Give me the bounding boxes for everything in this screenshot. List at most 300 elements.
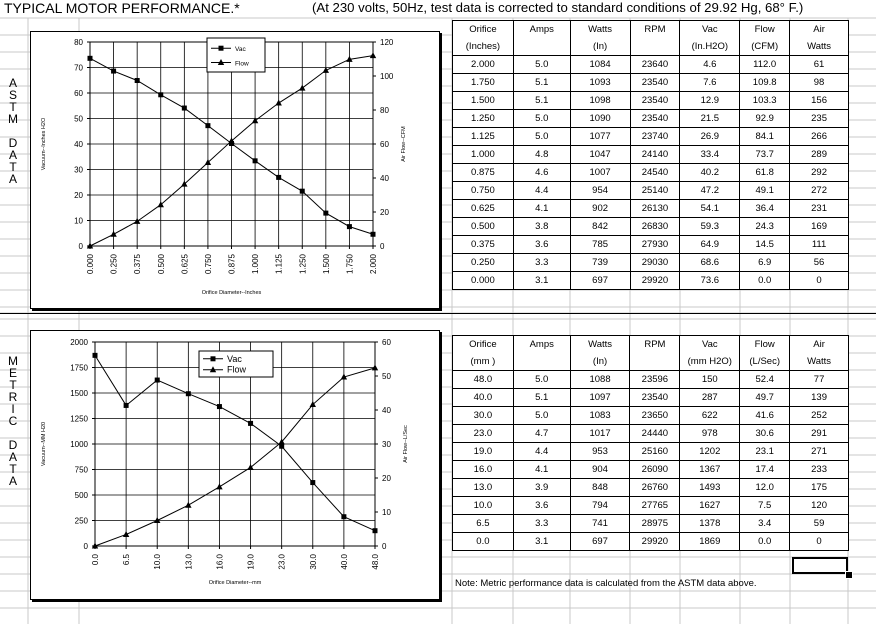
table-cell[interactable]: 27930 bbox=[630, 236, 680, 254]
table-cell[interactable]: 3.8 bbox=[513, 218, 570, 236]
table-cell[interactable]: 1.750 bbox=[453, 74, 514, 92]
x-tick-label: 1.500 bbox=[321, 254, 331, 275]
y2-tick-label: 40 bbox=[380, 174, 389, 183]
table-cell[interactable]: 7.5 bbox=[740, 497, 790, 515]
vac-point bbox=[88, 56, 93, 61]
selected-cell[interactable] bbox=[792, 557, 848, 574]
table-row bbox=[453, 389, 849, 407]
table-cell[interactable]: 56 bbox=[790, 254, 849, 272]
table-cell[interactable]: 0.625 bbox=[453, 200, 514, 218]
table-cell[interactable]: 4.7 bbox=[513, 425, 570, 443]
table-cell[interactable]: (In.H2O) bbox=[680, 38, 740, 56]
side-letter: A bbox=[8, 76, 17, 90]
table-cell[interactable]: 785 bbox=[570, 236, 630, 254]
side-letter: C bbox=[8, 414, 18, 428]
flow-point bbox=[299, 85, 305, 91]
table-cell[interactable]: 0.0 bbox=[453, 533, 514, 551]
page-title: TYPICAL MOTOR PERFORMANCE.* bbox=[4, 0, 240, 16]
table-cell[interactable]: 0 bbox=[790, 272, 849, 290]
x-tick-label: 40.0 bbox=[339, 554, 349, 570]
x-tick-label: 48.0 bbox=[371, 554, 380, 570]
table-cell[interactable]: 175 bbox=[790, 479, 849, 497]
table-cell[interactable]: 291 bbox=[790, 425, 849, 443]
table-row bbox=[453, 200, 849, 218]
table-cell[interactable]: 4.6 bbox=[680, 56, 740, 74]
table-cell[interactable]: 61 bbox=[790, 56, 849, 74]
table-row bbox=[453, 443, 849, 461]
table-cell[interactable]: 2.000 bbox=[453, 56, 514, 74]
table-row bbox=[453, 74, 849, 92]
table-cell[interactable]: 49.1 bbox=[740, 182, 790, 200]
table-cell[interactable]: 1077 bbox=[570, 128, 630, 146]
table-cell[interactable]: 52.4 bbox=[740, 371, 790, 389]
table-row bbox=[453, 479, 849, 497]
table-cell[interactable]: 111 bbox=[790, 236, 849, 254]
series-line-vac bbox=[95, 355, 375, 530]
table-cell[interactable]: 1088 bbox=[570, 371, 630, 389]
table-cell[interactable]: 109.8 bbox=[740, 74, 790, 92]
vac-point bbox=[341, 514, 346, 519]
vac-point bbox=[279, 444, 284, 449]
table-cell[interactable]: Orifice bbox=[453, 336, 514, 354]
x-tick-label: 1.750 bbox=[345, 254, 355, 275]
y-tick-label: 1000 bbox=[70, 440, 88, 449]
table-cell[interactable] bbox=[630, 353, 680, 371]
table-cell[interactable]: 5.1 bbox=[513, 92, 570, 110]
table-cell[interactable]: 978 bbox=[680, 425, 740, 443]
table-cell[interactable]: Orifice bbox=[453, 21, 514, 39]
table-cell[interactable]: 904 bbox=[570, 461, 630, 479]
table-cell[interactable]: 842 bbox=[570, 218, 630, 236]
flow-point bbox=[247, 464, 253, 470]
table-cell[interactable]: 0.875 bbox=[453, 164, 514, 182]
table-cell[interactable]: 289 bbox=[790, 146, 849, 164]
table-cell[interactable]: 5.1 bbox=[513, 389, 570, 407]
flow-point bbox=[228, 137, 234, 143]
vac-point bbox=[300, 189, 305, 194]
x-tick-label: 1.125 bbox=[274, 254, 284, 275]
astm-data-table bbox=[452, 20, 849, 290]
table-cell[interactable]: 0 bbox=[790, 533, 849, 551]
table-cell[interactable]: 5.0 bbox=[513, 407, 570, 425]
table-row bbox=[453, 272, 849, 290]
table-units-row bbox=[453, 353, 849, 371]
table-cell[interactable] bbox=[630, 38, 680, 56]
table-cell[interactable]: 1093 bbox=[570, 74, 630, 92]
test-conditions: (At 230 volts, 50Hz, test data is corrected to standard conditions of 29.92 Hg, 68° F.) bbox=[312, 0, 804, 15]
fill-handle[interactable] bbox=[845, 571, 853, 579]
table-cell[interactable]: 29920 bbox=[630, 533, 680, 551]
y2-axis-title: Air Flow--L/Sec bbox=[403, 425, 409, 463]
table-cell[interactable]: (L/Sec) bbox=[740, 353, 790, 371]
side-letter: A bbox=[8, 474, 17, 488]
table-cell[interactable]: 3.6 bbox=[513, 497, 570, 515]
x-tick-label: 0.000 bbox=[86, 254, 95, 275]
table-cell[interactable]: 1367 bbox=[680, 461, 740, 479]
table-cell[interactable]: 26130 bbox=[630, 200, 680, 218]
flow-point bbox=[110, 231, 116, 237]
x-tick-label: 1.250 bbox=[298, 254, 308, 275]
table-cell[interactable]: 24140 bbox=[630, 146, 680, 164]
legend-label: Vac bbox=[227, 353, 242, 364]
metric-data-table bbox=[452, 335, 849, 551]
table-cell[interactable]: 23540 bbox=[630, 110, 680, 128]
table-cell[interactable]: 103.3 bbox=[740, 92, 790, 110]
table-cell[interactable]: 27765 bbox=[630, 497, 680, 515]
y-tick-label: 1250 bbox=[70, 414, 88, 424]
x-tick-label: 0.0 bbox=[91, 554, 100, 566]
vac-point bbox=[373, 528, 378, 533]
side-letter: E bbox=[8, 366, 17, 380]
table-cell[interactable]: 59.3 bbox=[680, 218, 740, 236]
table-cell[interactable]: 4.8 bbox=[513, 146, 570, 164]
table-cell[interactable]: 4.4 bbox=[513, 443, 570, 461]
table-cell[interactable]: 4.4 bbox=[513, 182, 570, 200]
table-cell[interactable]: 739 bbox=[570, 254, 630, 272]
table-cell[interactable]: 120 bbox=[790, 497, 849, 515]
flow-point bbox=[185, 502, 191, 508]
table-cell[interactable]: 1627 bbox=[680, 497, 740, 515]
table-cell[interactable]: 0.375 bbox=[453, 236, 514, 254]
table-cell[interactable]: 64.9 bbox=[680, 236, 740, 254]
table-cell[interactable]: 59 bbox=[790, 515, 849, 533]
table-cell[interactable]: 5.0 bbox=[513, 110, 570, 128]
table-cell[interactable]: 19.0 bbox=[453, 443, 514, 461]
table-cell[interactable]: 29030 bbox=[630, 254, 680, 272]
table-cell[interactable]: 0.500 bbox=[453, 218, 514, 236]
table-cell[interactable]: 21.5 bbox=[680, 110, 740, 128]
vac-point bbox=[347, 224, 352, 229]
vac-point bbox=[182, 106, 187, 111]
table-cell[interactable]: 25140 bbox=[630, 182, 680, 200]
table-cell[interactable]: 7.6 bbox=[680, 74, 740, 92]
table-cell[interactable]: Amps bbox=[513, 21, 570, 39]
table-cell[interactable]: 0.0 bbox=[740, 533, 790, 551]
table-cell[interactable]: 150 bbox=[680, 371, 740, 389]
table-cell[interactable]: 26.9 bbox=[680, 128, 740, 146]
table-cell[interactable]: 17.4 bbox=[740, 461, 790, 479]
table-cell[interactable]: Watts bbox=[570, 21, 630, 39]
flow-point bbox=[154, 517, 160, 523]
table-cell[interactable]: 23596 bbox=[630, 371, 680, 389]
table-cell[interactable]: 54.1 bbox=[680, 200, 740, 218]
table-cell[interactable]: 1378 bbox=[680, 515, 740, 533]
table-row bbox=[453, 218, 849, 236]
table-cell[interactable]: 5.0 bbox=[513, 128, 570, 146]
y2-tick-label: 0 bbox=[382, 542, 387, 551]
table-cell[interactable]: 3.3 bbox=[513, 515, 570, 533]
table-cell[interactable]: 25160 bbox=[630, 443, 680, 461]
table-cell[interactable]: 41.6 bbox=[740, 407, 790, 425]
table-cell[interactable]: 14.5 bbox=[740, 236, 790, 254]
table-cell[interactable]: 33.4 bbox=[680, 146, 740, 164]
legend-marker-vac bbox=[219, 46, 224, 51]
table-cell[interactable]: 23540 bbox=[630, 389, 680, 407]
side-letter: D bbox=[8, 438, 18, 452]
table-cell[interactable]: 794 bbox=[570, 497, 630, 515]
table-cell[interactable]: (In) bbox=[570, 38, 630, 56]
table-cell[interactable]: 49.7 bbox=[740, 389, 790, 407]
table-row bbox=[453, 497, 849, 515]
table-cell[interactable]: Watts bbox=[790, 38, 849, 56]
table-cell[interactable]: 92.9 bbox=[740, 110, 790, 128]
table-cell[interactable]: 5.1 bbox=[513, 74, 570, 92]
table-cell[interactable]: 1.500 bbox=[453, 92, 514, 110]
table-cell[interactable]: (CFM) bbox=[740, 38, 790, 56]
vac-point bbox=[186, 391, 191, 396]
table-cell[interactable]: 1869 bbox=[680, 533, 740, 551]
table-cell[interactable]: 23540 bbox=[630, 74, 680, 92]
y2-tick-label: 30 bbox=[382, 440, 391, 449]
x-tick-label: 2.000 bbox=[369, 254, 378, 275]
x-tick-label: 0.875 bbox=[227, 254, 237, 275]
table-cell[interactable]: 1202 bbox=[680, 443, 740, 461]
table-cell[interactable]: 3.6 bbox=[513, 236, 570, 254]
flow-point bbox=[216, 483, 222, 489]
series-line-flow bbox=[95, 368, 375, 546]
y-tick-label: 70 bbox=[74, 63, 83, 73]
side-letter: A bbox=[8, 450, 17, 464]
table-cell[interactable]: 235 bbox=[790, 110, 849, 128]
table-cell[interactable]: 1047 bbox=[570, 146, 630, 164]
vac-point bbox=[276, 175, 281, 180]
table-cell[interactable]: 40.2 bbox=[680, 164, 740, 182]
y-tick-label: 250 bbox=[74, 516, 88, 526]
table-cell[interactable]: 29920 bbox=[630, 272, 680, 290]
side-letter: T bbox=[9, 462, 17, 476]
table-cell[interactable]: 48.0 bbox=[453, 371, 514, 389]
table-cell[interactable]: 697 bbox=[570, 533, 630, 551]
footnote: Note: Metric performance data is calculated from the ASTM data above. bbox=[455, 578, 757, 589]
legend-label: Flow bbox=[227, 364, 247, 375]
table-cell[interactable]: 24.3 bbox=[740, 218, 790, 236]
side-letter: T bbox=[9, 100, 17, 114]
table-cell[interactable]: 1084 bbox=[570, 56, 630, 74]
x-tick-label: 10.0 bbox=[153, 554, 163, 570]
table-cell[interactable]: Vac bbox=[680, 336, 740, 354]
x-tick-label: 30.0 bbox=[308, 554, 318, 570]
y2-tick-label: 40 bbox=[382, 406, 391, 415]
y-tick-label: 0 bbox=[78, 242, 83, 251]
side-letter: M bbox=[8, 112, 18, 126]
table-cell[interactable]: 5.0 bbox=[513, 56, 570, 74]
table-cell[interactable]: 139 bbox=[790, 389, 849, 407]
table-row bbox=[453, 461, 849, 479]
table-cell[interactable]: 26090 bbox=[630, 461, 680, 479]
table-cell[interactable]: 741 bbox=[570, 515, 630, 533]
table-cell[interactable]: 266 bbox=[790, 128, 849, 146]
x-tick-label: 6.5 bbox=[122, 554, 132, 566]
x-tick-label: 0.375 bbox=[133, 254, 143, 275]
table-cell[interactable]: Air bbox=[790, 336, 849, 354]
table-cell[interactable]: 12.0 bbox=[740, 479, 790, 497]
y-tick-label: 30 bbox=[74, 165, 83, 175]
table-cell[interactable]: 0.0 bbox=[740, 272, 790, 290]
table-cell[interactable]: (mm H2O) bbox=[680, 353, 740, 371]
table-cell[interactable]: 30.6 bbox=[740, 425, 790, 443]
side-letter: T bbox=[9, 160, 17, 174]
table-cell[interactable]: 272 bbox=[790, 182, 849, 200]
table-cell[interactable]: 848 bbox=[570, 479, 630, 497]
table-cell[interactable]: 1007 bbox=[570, 164, 630, 182]
table-cell[interactable]: 73.6 bbox=[680, 272, 740, 290]
table-cell[interactable]: 24440 bbox=[630, 425, 680, 443]
table-cell[interactable]: 23540 bbox=[630, 92, 680, 110]
table-cell[interactable]: 4.1 bbox=[513, 461, 570, 479]
table-cell[interactable]: (In) bbox=[570, 353, 630, 371]
y2-tick-label: 0 bbox=[380, 242, 385, 251]
vac-point bbox=[371, 232, 376, 237]
table-cell[interactable]: RPM bbox=[630, 336, 680, 354]
table-cell[interactable]: 3.1 bbox=[513, 272, 570, 290]
table-cell[interactable]: 1083 bbox=[570, 407, 630, 425]
y-tick-label: 1500 bbox=[70, 389, 88, 398]
table-cell[interactable]: 24540 bbox=[630, 164, 680, 182]
table-cell[interactable]: 953 bbox=[570, 443, 630, 461]
table-cell[interactable]: 73.7 bbox=[740, 146, 790, 164]
y2-tick-label: 10 bbox=[382, 508, 391, 517]
table-cell[interactable]: 40.0 bbox=[453, 389, 514, 407]
table-cell[interactable]: 3.3 bbox=[513, 254, 570, 272]
table-row bbox=[453, 254, 849, 272]
side-letter: A bbox=[8, 172, 17, 186]
vac-point bbox=[248, 421, 253, 426]
table-cell[interactable]: 26830 bbox=[630, 218, 680, 236]
table-row bbox=[453, 425, 849, 443]
y2-tick-label: 20 bbox=[382, 474, 391, 483]
table-cell[interactable]: 1090 bbox=[570, 110, 630, 128]
y-tick-label: 10 bbox=[74, 216, 83, 226]
table-cell[interactable]: 622 bbox=[680, 407, 740, 425]
vac-point bbox=[217, 404, 222, 409]
table-cell[interactable]: 30.0 bbox=[453, 407, 514, 425]
y-tick-label: 50 bbox=[74, 114, 83, 124]
table-cell[interactable]: 16.0 bbox=[453, 461, 514, 479]
table-cell[interactable]: 3.9 bbox=[513, 479, 570, 497]
x-tick-label: 1.000 bbox=[251, 254, 261, 275]
table-cell[interactable]: 0.000 bbox=[453, 272, 514, 290]
table-cell[interactable]: 4.6 bbox=[513, 164, 570, 182]
table-cell[interactable]: 23740 bbox=[630, 128, 680, 146]
vac-point bbox=[323, 211, 328, 216]
y-tick-label: 40 bbox=[74, 140, 83, 149]
table-cell[interactable]: 287 bbox=[680, 389, 740, 407]
vac-point bbox=[155, 378, 160, 383]
y-tick-label: 0 bbox=[83, 542, 88, 551]
vac-point bbox=[205, 123, 210, 128]
table-cell[interactable]: 271 bbox=[790, 443, 849, 461]
table-cell[interactable]: Watts bbox=[790, 353, 849, 371]
y-axis-title: Vacuum--Inches H2O bbox=[41, 117, 47, 171]
table-cell[interactable]: 112.0 bbox=[740, 56, 790, 74]
table-cell[interactable]: 5.0 bbox=[513, 371, 570, 389]
table-cell[interactable]: 98 bbox=[790, 74, 849, 92]
table-cell[interactable]: 6.9 bbox=[740, 254, 790, 272]
table-cell[interactable]: 3.4 bbox=[740, 515, 790, 533]
table-cell[interactable]: 1493 bbox=[680, 479, 740, 497]
table-cell[interactable]: 10.0 bbox=[453, 497, 514, 515]
table-cell[interactable]: 1017 bbox=[570, 425, 630, 443]
table-cell[interactable]: 292 bbox=[790, 164, 849, 182]
table-cell[interactable]: 0.750 bbox=[453, 182, 514, 200]
astm-side-label bbox=[6, 77, 20, 185]
y2-tick-label: 50 bbox=[382, 372, 391, 381]
side-letter: M bbox=[8, 354, 18, 368]
table-cell[interactable]: 697 bbox=[570, 272, 630, 290]
table-cell[interactable] bbox=[513, 38, 570, 56]
table-cell[interactable]: 84.1 bbox=[740, 128, 790, 146]
table-cell[interactable]: 23640 bbox=[630, 56, 680, 74]
table-cell[interactable]: 13.0 bbox=[453, 479, 514, 497]
table-cell[interactable]: 252 bbox=[790, 407, 849, 425]
y-tick-label: 60 bbox=[74, 89, 83, 98]
table-cell[interactable]: 23.0 bbox=[453, 425, 514, 443]
table-cell[interactable]: 1.000 bbox=[453, 146, 514, 164]
table-cell[interactable]: 1.250 bbox=[453, 110, 514, 128]
y-tick-label: 500 bbox=[74, 491, 88, 500]
table-cell[interactable]: 954 bbox=[570, 182, 630, 200]
table-cell[interactable]: 36.4 bbox=[740, 200, 790, 218]
x-axis-title: Orifice Diameter--Inches bbox=[201, 290, 262, 296]
table-cell[interactable]: 61.8 bbox=[740, 164, 790, 182]
x-axis-title: Orifice Diameter--mm bbox=[208, 580, 262, 586]
table-cell[interactable]: 23650 bbox=[630, 407, 680, 425]
y2-tick-label: 20 bbox=[380, 208, 389, 217]
table-cell[interactable]: Watts bbox=[570, 336, 630, 354]
table-cell[interactable]: 47.2 bbox=[680, 182, 740, 200]
x-tick-label: 0.750 bbox=[203, 254, 213, 275]
table-cell[interactable]: 233 bbox=[790, 461, 849, 479]
table-cell[interactable]: 902 bbox=[570, 200, 630, 218]
table-cell[interactable] bbox=[513, 353, 570, 371]
table-cell[interactable]: (mm ) bbox=[453, 353, 514, 371]
table-cell[interactable]: 231 bbox=[790, 200, 849, 218]
table-cell[interactable]: Flow bbox=[740, 336, 790, 354]
table-cell[interactable]: 23.1 bbox=[740, 443, 790, 461]
table-cell[interactable]: 1098 bbox=[570, 92, 630, 110]
table-cell[interactable]: 26760 bbox=[630, 479, 680, 497]
table-cell[interactable]: 4.1 bbox=[513, 200, 570, 218]
table-cell[interactable]: 3.1 bbox=[513, 533, 570, 551]
table-row bbox=[453, 407, 849, 425]
table-cell[interactable]: (Inches) bbox=[453, 38, 514, 56]
flow-point bbox=[275, 100, 281, 106]
table-cell[interactable]: 6.5 bbox=[453, 515, 514, 533]
table-cell[interactable]: 28975 bbox=[630, 515, 680, 533]
table-cell[interactable]: 0.250 bbox=[453, 254, 514, 272]
table-cell[interactable]: 1.125 bbox=[453, 128, 514, 146]
table-cell[interactable]: 12.9 bbox=[680, 92, 740, 110]
table-cell[interactable]: Flow bbox=[740, 21, 790, 39]
y-tick-label: 80 bbox=[74, 38, 83, 47]
table-cell[interactable]: 68.6 bbox=[680, 254, 740, 272]
y-tick-label: 750 bbox=[74, 465, 88, 475]
table-cell[interactable]: Amps bbox=[513, 336, 570, 354]
astm-chart bbox=[30, 31, 440, 309]
table-cell[interactable]: Vac bbox=[680, 21, 740, 39]
table-cell[interactable]: 77 bbox=[790, 371, 849, 389]
vac-point bbox=[310, 480, 315, 485]
table-row bbox=[453, 110, 849, 128]
table-cell[interactable]: Air bbox=[790, 21, 849, 39]
metric-side-label bbox=[6, 355, 20, 487]
table-cell[interactable]: 1097 bbox=[570, 389, 630, 407]
table-cell[interactable]: 169 bbox=[790, 218, 849, 236]
table-cell[interactable]: RPM bbox=[630, 21, 680, 39]
y2-tick-label: 100 bbox=[380, 72, 394, 81]
vac-point bbox=[135, 78, 140, 83]
table-cell[interactable]: 156 bbox=[790, 92, 849, 110]
